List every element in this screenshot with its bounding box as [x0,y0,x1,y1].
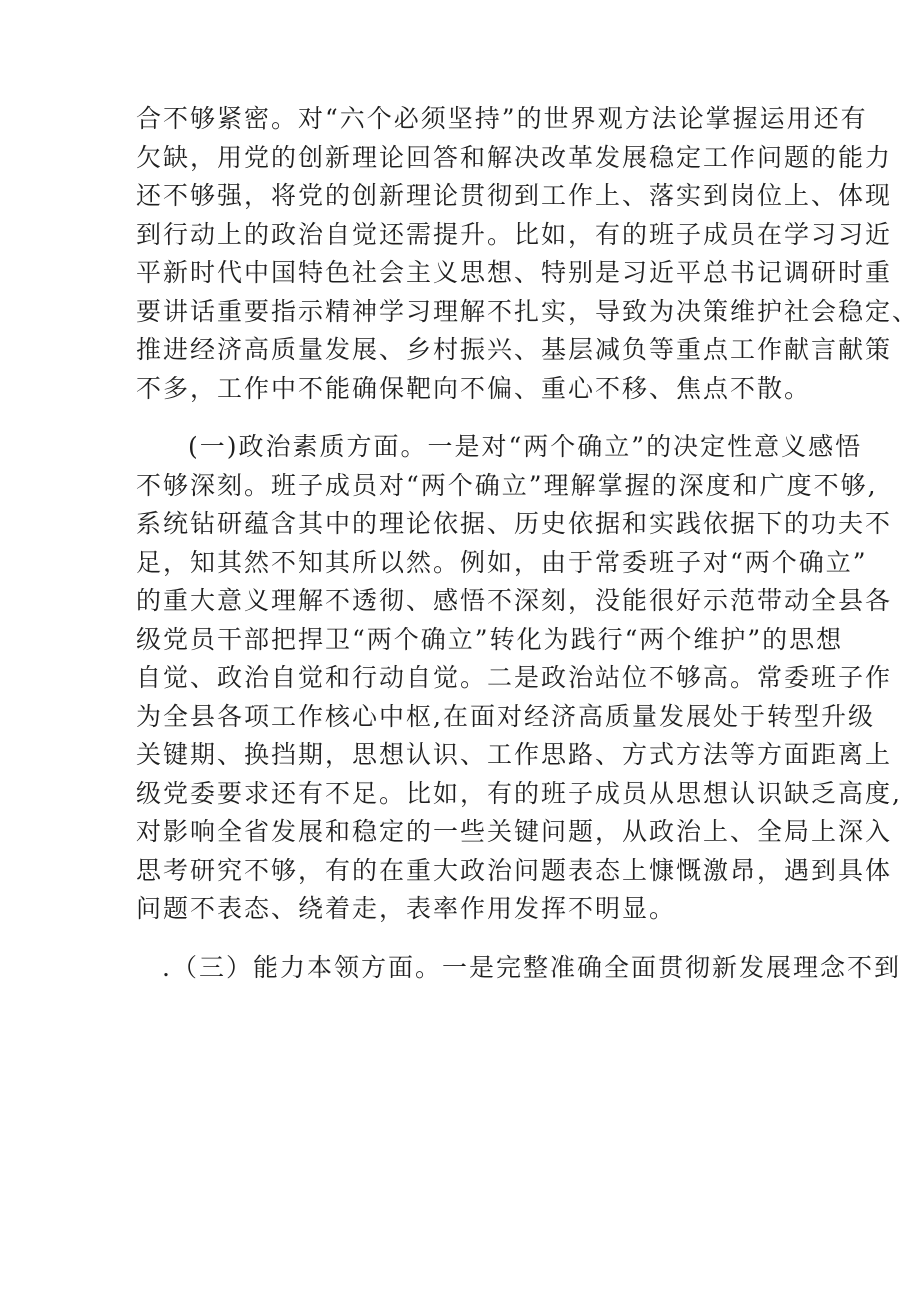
text-line: 足，知其然不知其所以然。例如，由于常委班子对“两个确立” [136,547,868,577]
text-line: 合不够紧密。对“六个必须坚持”的世界观方法论掌握运用还有 [136,104,868,133]
text-line: 思考研究不够，有的在重大政治问题表态上慷慨激昂，遇到具体 [136,855,893,885]
text-line: 关键期、换挡期，思想认识、工作思路、方式方法等方面距离上 [136,740,893,769]
paragraph-gap [136,408,796,428]
text-line: (一)政治素质方面。一是对“两个确立”的决定性意义感悟 [188,432,863,461]
paragraph-2 [136,428,902,929]
paragraph-1 [136,100,920,408]
paragraph-3 [136,949,901,988]
text-line: .（三）能力本领方面。一是完整准确全面贯彻新发展理念不到 [162,952,901,982]
text-line: 系统钻研蕴含其中的理论依据、历史依据和实践依据下的功夫不 [136,509,893,538]
document-body [136,100,920,987]
text-line: 问题不表态、绕着走，表率作用发挥不明显。 [136,894,677,923]
text-line: 不够深刻。班子成员对“两个确立”理解掌握的深度和广度不够, [136,470,878,500]
text-line: 要讲话重要指示精神学习理解不扎实，导致为决策维护社会稳定、 [136,296,920,326]
text-line: 为全县各项工作核心中枢,在面对经济高质量发展处于转型升级 [136,701,875,731]
text-line: 的重大意义理解不透彻、感悟不深刻，没能很好示范带动全县各 [136,586,893,615]
text-line: 对影响全省发展和稳定的一些关键问题，从政治上、全局上深入 [136,817,893,846]
text-line: 还不够强，将党的创新理论贯彻到工作上、落实到岗位上、体现 [136,181,893,210]
text-line: 欠缺，用党的创新理论回答和解决改革发展稳定工作问题的能力 [136,142,893,172]
paragraph-gap [136,929,796,949]
text-line: 级党员干部把捍卫“两个确立”转化为践行“两个维护”的思想 [136,624,844,654]
text-line: 不多，工作中不能确保靶向不偏、重心不移、焦点不散。 [136,373,812,403]
text-line: 自觉、政治自觉和行动自觉。二是政治站位不够高。常委班子作 [136,663,893,692]
text-line: 平新时代中国特色社会主义思想、特别是习近平总书记调研时重 [136,258,893,287]
text-line: 推进经济高质量发展、乡村振兴、基层减负等重点工作献言献策 [136,335,893,364]
text-line: 级党委要求还有不足。比如，有的班子成员从思想认识缺乏高度, [136,778,902,808]
text-line: 到行动上的政治自觉还需提升。比如，有的班子成员在学习习近 [136,219,893,249]
